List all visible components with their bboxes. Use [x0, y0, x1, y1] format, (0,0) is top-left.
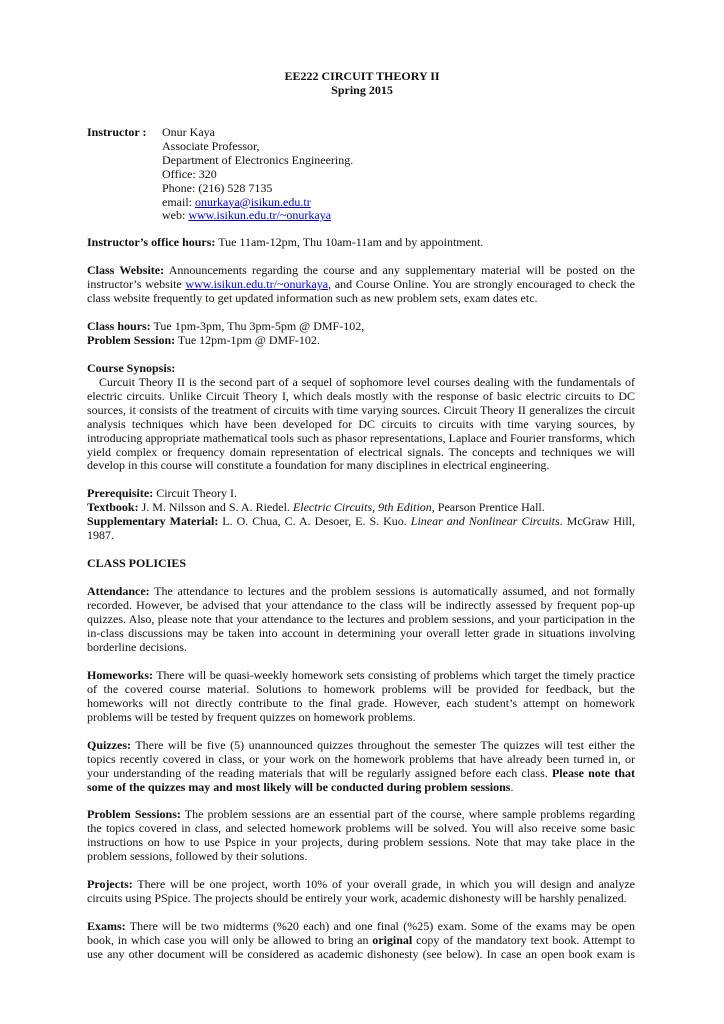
textbook-title: Electric Circuits, 9th Edition, — [292, 499, 435, 514]
email-label: email: — [162, 194, 195, 209]
instructor-phone: Phone: (216) 528 7135 — [162, 180, 273, 195]
synopsis-label: Course Synopsis: — [87, 361, 176, 375]
synopsis-heading — [87, 362, 635, 376]
hours-section — [87, 320, 635, 348]
instructor-name: Onur Kaya — [162, 125, 215, 139]
class-website-text-2: , and Course Online. You are strongly encouraged to check the class website frequently to get updated information such as new problem sets, exam dates etc. — [87, 276, 635, 305]
instructor-info — [162, 126, 353, 223]
textbook-publisher: Pearson Prentice Hall. — [434, 499, 545, 514]
prerequisite-text: Circuit Theory I. — [153, 486, 237, 500]
projects-section — [87, 878, 635, 906]
web-link[interactable]: www.isikun.edu.tr/~onurkaya — [188, 208, 332, 223]
supplementary-label: Supplementary Material: — [87, 513, 219, 528]
supplementary-authors: L. O. Chua, C. A. Desoer, E. S. Kuo. — [218, 513, 411, 528]
quizzes-end: . — [510, 779, 514, 794]
exams-label: Exams: — [87, 919, 126, 933]
class-website-label: Class Website: — [87, 263, 165, 277]
problem-session-label: Problem Session: — [87, 332, 176, 347]
problem-sessions-text: The problem sessions are an essential part of the course, where sample problems regarding the topics covered in class, and selected homework problems will be solved. You will also receive some basic instructions on how to use Pspice in your projects, during problem sessions. Note that may take place in the problem sessions, followed by their solutions. — [87, 807, 635, 863]
synopsis-text: Curcuit Theory II is the second part of a sequel of sophomore level courses dealing with the fundamentals of electric circuits. Unlike Circuit Theory I, which deals mostly with the response of basic electric circuits to DC sources, it consists of the treatment of circuits with time varying sources. Circuit Theory II generalizes the circuit analysis techniques which have been developed for DC circuits to circuits with time varying sources, by introducing appropriate mathematical tools such as phasor representations, Laplace and Fourier transforms, which yield complex or frequency domain representation of electrical signals. The concepts and techniques we will develop in this course will constitute a foundation for many disciplines in electrical engineering. — [87, 375, 635, 473]
class-website-link[interactable]: www.isikun.edu.tr/~onurkaya — [185, 276, 329, 291]
textbook-label: Textbook: — [87, 499, 139, 514]
supplementary-publisher: . McGraw Hill, 1987. — [87, 513, 635, 542]
prerequisite-label: Prerequisite: — [87, 486, 154, 500]
instructor-department: Department of Electronics Engineering. — [162, 152, 354, 167]
supplementary-title: Linear and Nonlinear Circuits — [410, 513, 560, 528]
class-website-text-1: Announcements regarding the course and any supplementary material will be posted on the instructor’s website — [87, 263, 635, 291]
problem-sessions-section — [87, 808, 635, 864]
materials-section — [87, 487, 635, 543]
instructor-label: Instructor : — [87, 125, 147, 139]
exams-section — [87, 920, 635, 962]
problem-session-hours — [87, 334, 635, 348]
problem-session-text: Tue 12pm-1pm @ DMF-102. — [175, 332, 320, 347]
class-hours — [87, 320, 635, 334]
exams-original: original — [372, 932, 413, 947]
attendance-section — [87, 585, 635, 655]
prerequisite — [87, 487, 635, 501]
instructor-title: Associate Professor, — [162, 138, 260, 153]
course-term: Spring 2015 — [331, 83, 393, 97]
textbook — [87, 501, 635, 515]
quizzes-text: There will be five (5) unannounced quizzes throughout the semester The quizzes will test either the topics recently covered in class, or your work on the homework problems that have already been turned in, or your understanding of the reading materials that will be regularly assigned before each class. — [87, 738, 635, 780]
quizzes-section — [87, 739, 635, 795]
office-hours — [87, 236, 635, 250]
homeworks-text: There will be quasi-weekly homework sets consisting of problems which target the timely practice of the covered course material. Solutions to homework problems will be provided for feedback, but the homeworks will not directly contribute to the final grade. However, each student’s attempt on homework problems will be tested by frequent quizzes on homework problems. — [87, 668, 635, 724]
instructor-office: Office: 320 — [162, 166, 217, 181]
exams-text-2: copy of the mandatory text book. Attempt to use any other document will be considered as academic dishonesty (see below). In case an open book exam is — [87, 932, 635, 961]
office-hours-text: Tue 11am-12pm, Thu 10am-11am and by appointment. — [215, 235, 484, 249]
homeworks-label: Homeworks: — [87, 668, 153, 682]
policies-heading: CLASS POLICIES — [87, 556, 187, 570]
quizzes-label: Quizzes: — [87, 738, 131, 752]
projects-text: There will be one project, worth 10% of your overall grade, in which you will design and analyze circuits using PSpice. The projects should be entirely your work, academic dishonesty will be harshly penalized. — [87, 877, 635, 905]
email-link[interactable]: onurkaya@isikun.edu.tr — [195, 194, 311, 209]
class-hours-label: Class hours: — [87, 319, 151, 333]
office-hours-label: Instructor’s office hours: — [87, 235, 216, 249]
instructor-email-row — [162, 196, 353, 210]
exams-text-1: There will be two midterms (%20 each) and one final (%25) exam. Some of the exams may be open book, in which case you will only be allowed to bring an — [87, 919, 635, 947]
problem-sessions-label: Problem Sessions: — [87, 807, 181, 821]
textbook-authors: J. M. Nilsson and S. A. Riedel. — [138, 499, 293, 514]
attendance-text: The attendance to lectures and the problem sessions is automatically assumed, and not formally recorded. However, be advised that your attendance to the class will be indirectly assessed by frequent pop-up quizzes. Also, please note that your attendance to the lectures and problem sessions, and your participation in the in-class discussions may be taken into account in determining your overall letter grade in situations involving borderline decisions. — [87, 584, 635, 654]
course-title: EE222 CIRCUIT THEORY II — [284, 69, 440, 83]
attendance-label: Attendance: — [87, 584, 150, 598]
projects-label: Projects: — [87, 877, 133, 891]
web-label: web: — [162, 208, 189, 223]
quizzes-bold-note: Please note that some of the quizzes may and most likely will be conducted during problem sessions — [87, 765, 635, 794]
instructor-web-row — [162, 209, 353, 223]
homeworks-section — [87, 669, 635, 725]
class-website-section — [87, 264, 635, 306]
supplementary-material — [87, 515, 635, 543]
class-hours-text: Tue 1pm-3pm, Thu 3pm-5pm @ DMF-102, — [150, 319, 365, 333]
